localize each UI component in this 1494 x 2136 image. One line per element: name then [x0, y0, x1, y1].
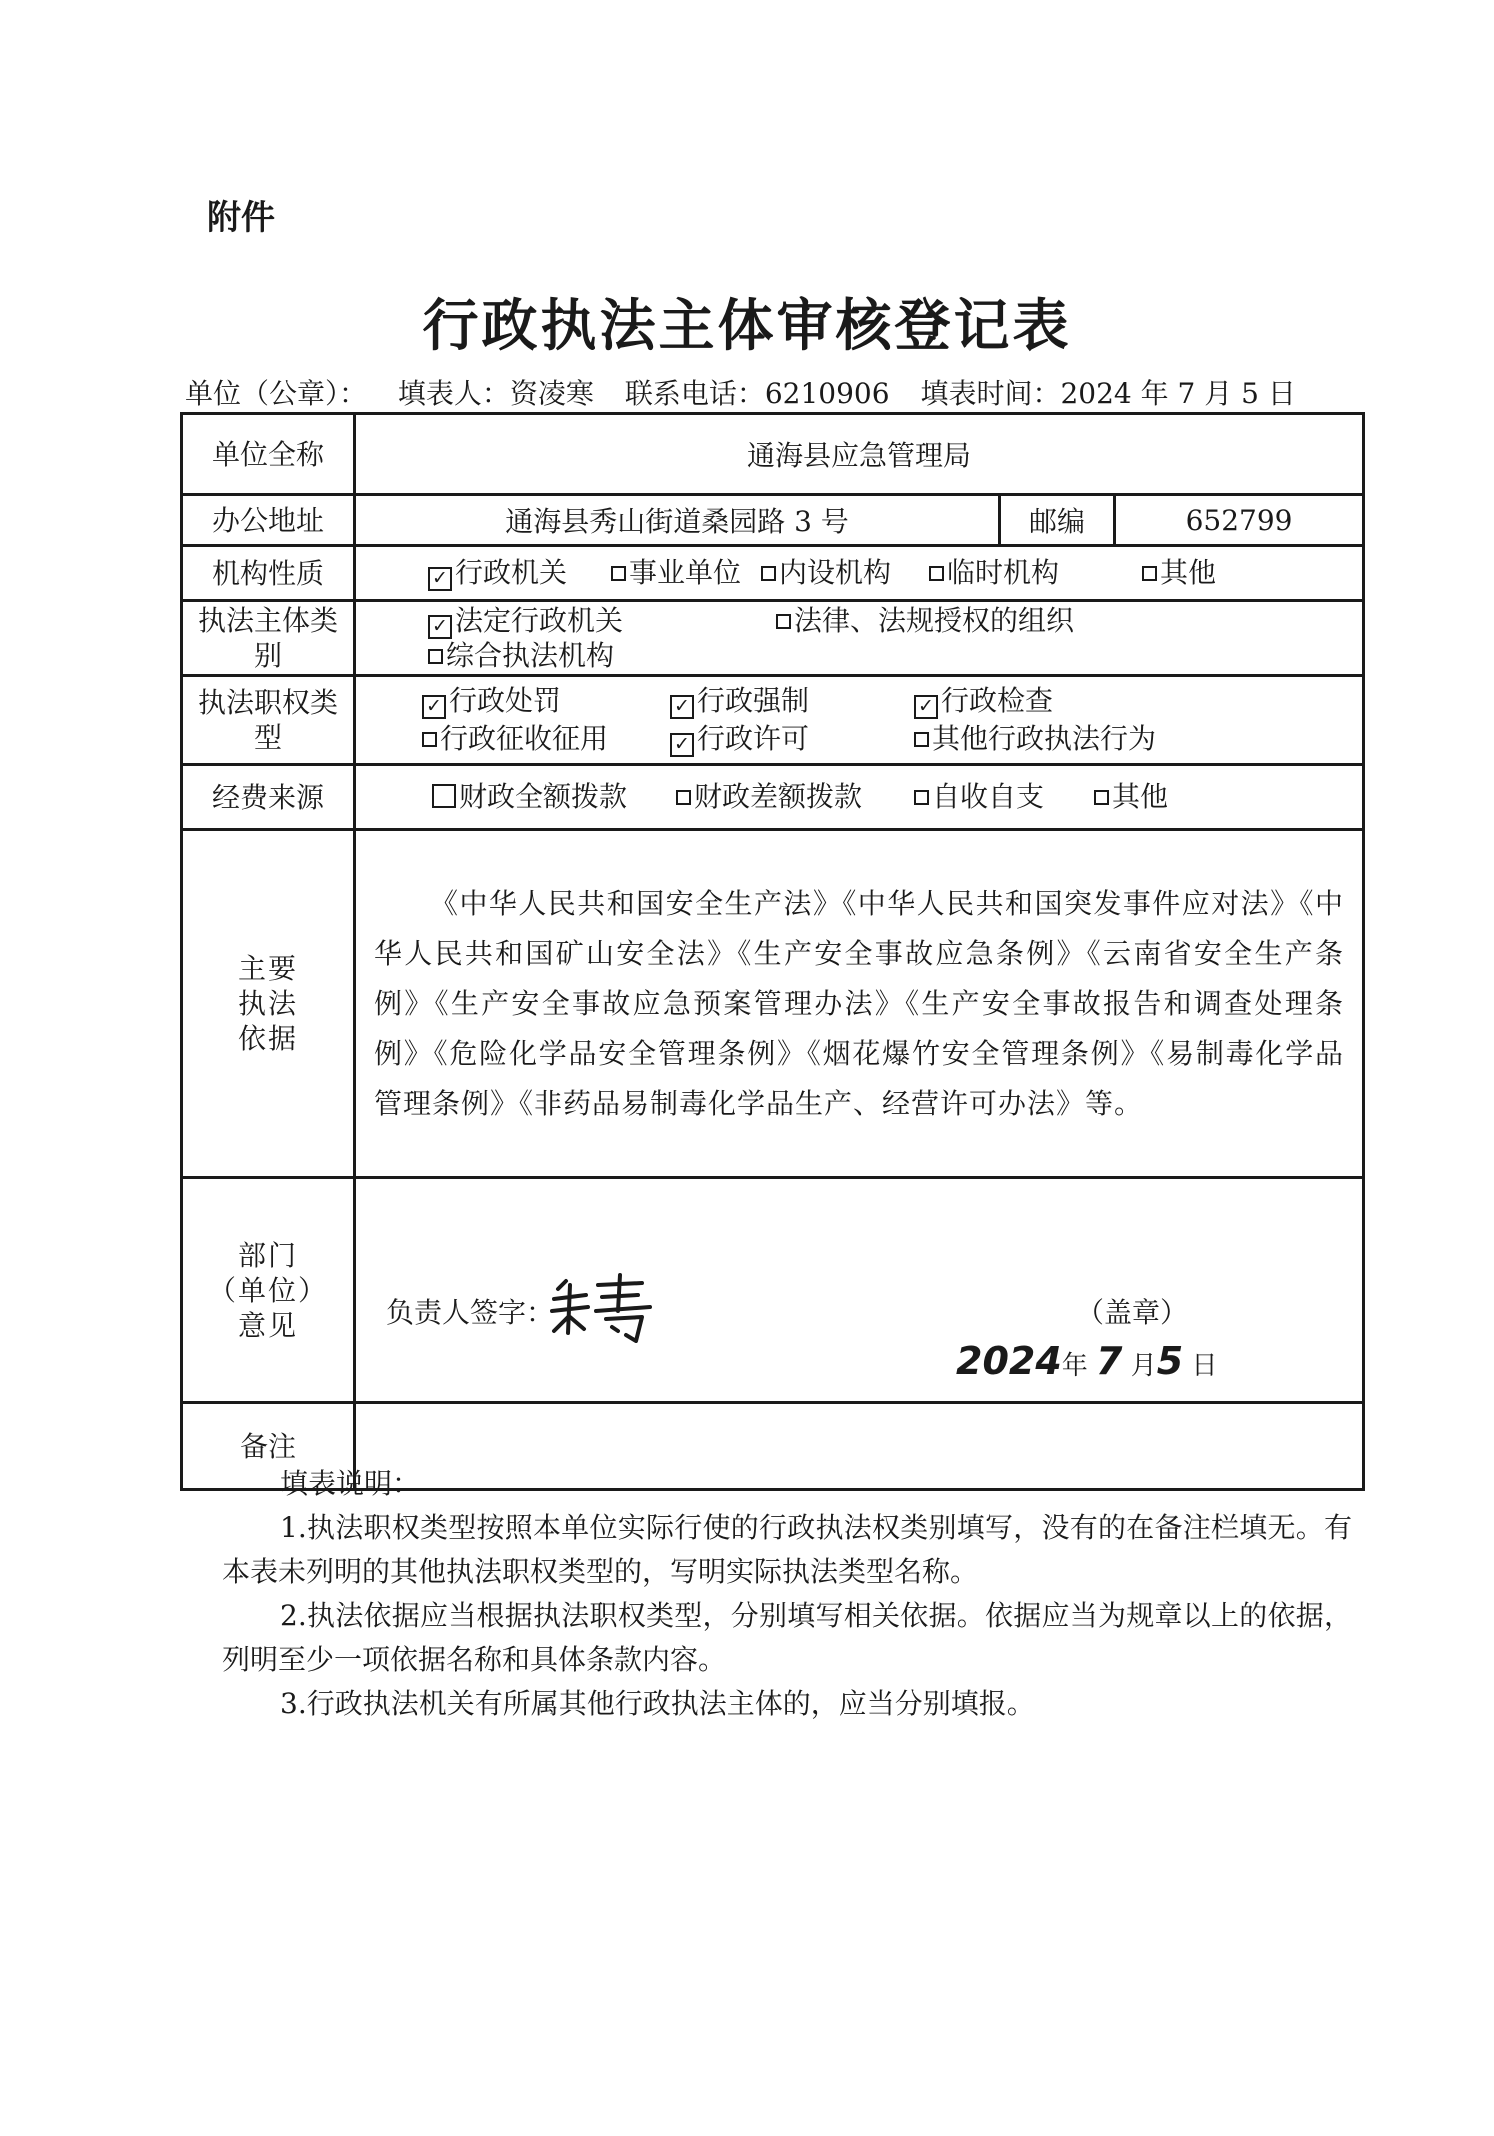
nature-option[interactable]: 临时机构 — [929, 553, 1142, 593]
checkbox-icon: ✓ — [422, 695, 446, 719]
postcode-value: 652799 — [1115, 495, 1364, 546]
form-meta — [185, 372, 1335, 412]
checkbox-icon — [428, 649, 443, 664]
opinion-label: 部门 （单位） 意见 — [182, 1178, 355, 1403]
checkbox-icon — [422, 732, 437, 747]
power-option[interactable]: ✓ 行政强制 — [670, 682, 914, 720]
basis-text: 《中华人民共和国安全生产法》《中华人民共和国突发事件应对法》《中华人民共和国矿山安全法》《生产安全事故应急条例》《云南省安全生产条例》《生产安全事故应急预案管理办法》《生产安全事故报告和调查处理条例》《危险化学品安全管理条例》《烟花爆竹安全管理条例》《易制毒化学品管理条例》《非药品易制毒化学品生产、经营许可办法》等。 — [374, 886, 1345, 1120]
unit-name-label: 单位全称 — [182, 414, 355, 495]
filler-label: 填表人：资凌寒 — [397, 377, 594, 410]
address-value: 通海县秀山街道桑园路 3 号 — [355, 495, 1000, 546]
form-title: 行政执法主体审核登记表 — [422, 293, 1072, 359]
category-option[interactable]: 综合执法机构 — [428, 639, 614, 673]
postcode-label: 邮编 — [1000, 495, 1115, 546]
phone-label: 联系电话：6210906 — [624, 377, 890, 410]
checkbox-icon — [432, 784, 456, 808]
funding-option[interactable]: 财政全额拨款 — [432, 777, 676, 817]
checkbox-icon — [914, 790, 929, 805]
category-label: 执法主体类别 — [182, 601, 355, 676]
signature-label: 负责人签字： — [386, 1296, 555, 1329]
checkbox-icon — [611, 566, 626, 581]
checkbox-icon: ✓ — [428, 567, 452, 591]
checkbox-icon — [929, 566, 944, 581]
checkbox-icon: ✓ — [670, 733, 694, 757]
unit-seal-label: 单位（公章）： — [185, 377, 368, 410]
checkbox-icon — [676, 790, 691, 805]
funding-option[interactable]: 财政差额拨款 — [676, 777, 914, 817]
category-option[interactable]: 法律、法规授权的组织 — [776, 604, 1074, 638]
category-option[interactable]: ✓ 法定行政机关 — [428, 604, 776, 639]
checkbox-icon — [761, 566, 776, 581]
address-label: 办公地址 — [182, 495, 355, 546]
category-options — [355, 601, 1364, 676]
funding-option[interactable]: 自收自支 — [914, 777, 1094, 817]
filling-notes — [222, 1462, 1352, 1726]
checkbox-icon — [1142, 566, 1157, 581]
power-option[interactable]: 行政征收征用 — [422, 720, 670, 758]
checkbox-icon: ✓ — [914, 695, 938, 719]
checkbox-icon: ✓ — [428, 615, 452, 639]
note-item: 2.执法依据应当根据执法职权类型，分别填写相关依据。依据应当为规章以上的依据，列明至少一项依据名称和具体条款内容。 — [222, 1599, 1352, 1676]
nature-option[interactable]: 其他 — [1142, 553, 1216, 593]
nature-options — [355, 546, 1364, 601]
unit-name-value: 通海县应急管理局 — [355, 414, 1364, 495]
nature-option[interactable]: 内设机构 — [761, 553, 929, 593]
attachment-label: 附件 — [207, 198, 275, 238]
checkbox-icon — [914, 732, 929, 747]
opinion-cell — [355, 1178, 1364, 1403]
funding-label: 经费来源 — [182, 765, 355, 830]
seal-label: （盖章） — [1076, 1296, 1189, 1329]
checkbox-icon: ✓ — [670, 695, 694, 719]
basis-label: 主要 执法 依据 — [182, 830, 355, 1178]
remark-label: 备注 — [182, 1403, 355, 1490]
sign-date: 2024年 7 月5 日 — [956, 1339, 1218, 1383]
nature-option[interactable]: 事业单位 — [611, 553, 761, 593]
nature-option[interactable]: ✓ 行政机关 — [428, 553, 611, 593]
registration-table — [180, 412, 1365, 1491]
note-item: 1.执法职权类型按照本单位实际行使的行政执法权类别填写，没有的在备注栏填无。有本表未列明的其他执法职权类型的，写明实际执法类型名称。 — [222, 1511, 1352, 1588]
nature-label: 机构性质 — [182, 546, 355, 601]
checkbox-icon — [1094, 790, 1109, 805]
power-option[interactable]: ✓ 行政处罚 — [422, 682, 670, 720]
power-label: 执法职权类型 — [182, 676, 355, 765]
funding-option[interactable]: 其他 — [1094, 777, 1168, 817]
note-item: 3.行政执法机关有所属其他行政执法主体的，应当分别填报。 — [280, 1687, 1035, 1720]
power-option[interactable]: ✓ 行政检查 — [914, 682, 1053, 720]
power-option[interactable]: ✓ 行政许可 — [670, 720, 914, 758]
power-option[interactable]: 其他行政执法行为 — [914, 720, 1156, 758]
funding-options — [355, 765, 1364, 830]
notes-title: 填表说明： — [280, 1467, 421, 1500]
basis-content — [355, 830, 1364, 1178]
fill-date-label: 填表时间：2024 年 7 月 5 日 — [920, 377, 1296, 410]
handwritten-signature — [546, 1271, 666, 1351]
checkbox-icon — [776, 614, 791, 629]
power-options — [355, 676, 1364, 765]
